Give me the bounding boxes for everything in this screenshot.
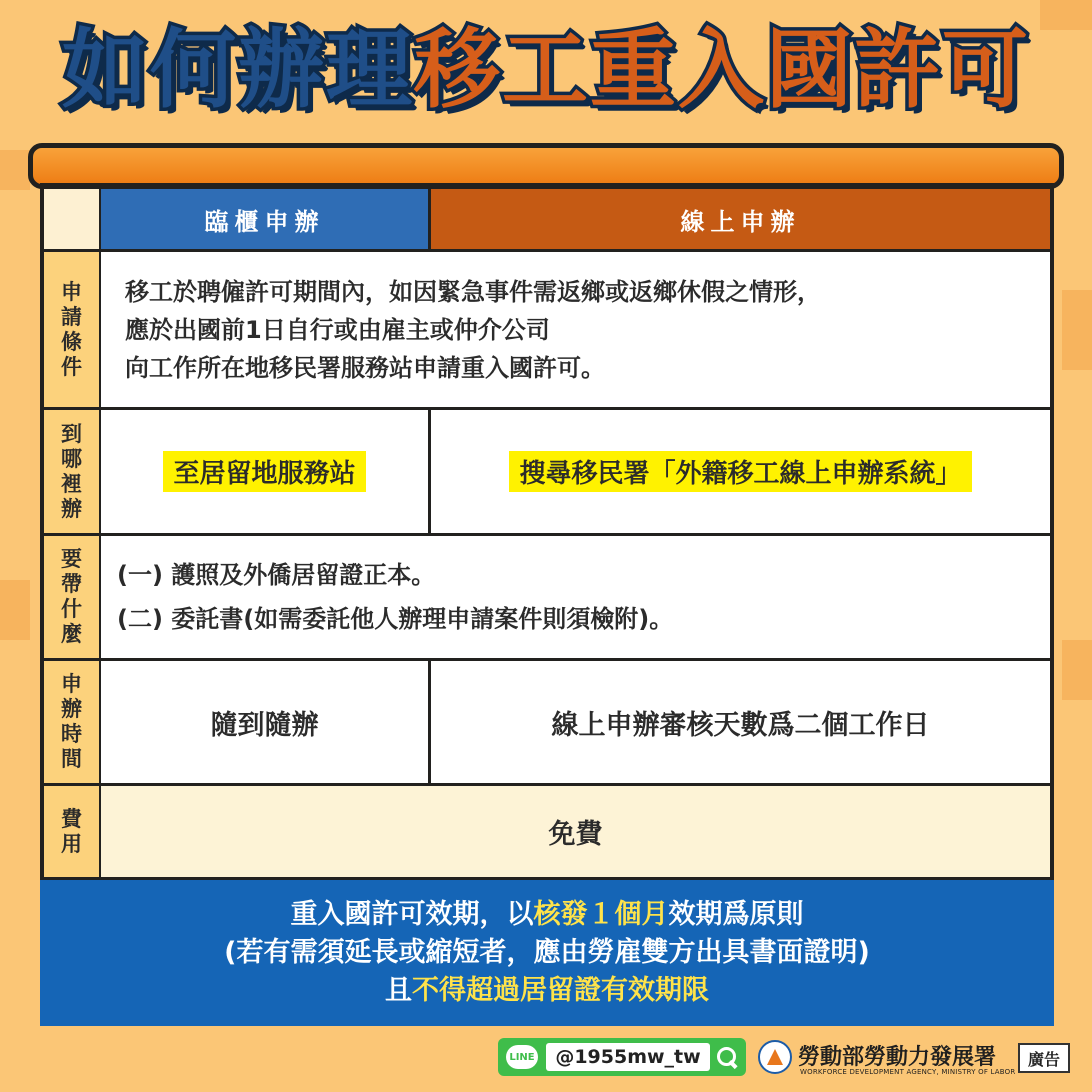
fee-value: 免費	[101, 786, 1050, 877]
agency-logo-icon	[758, 1040, 792, 1074]
where-counter-cell	[101, 410, 428, 533]
agency-name: 勞動部勞動力發展署	[798, 1045, 997, 1070]
where-online: 搜尋移民署「外籍移工線上申辦系統」	[509, 451, 971, 492]
bring-item: (一) 護照及外僑居留證正本。	[117, 561, 436, 589]
line-handle: @1955mw_tw	[546, 1043, 710, 1071]
validity-line-2: (若有需須延長或縮短者，應由勞雇雙方出具書面證明)	[224, 937, 870, 968]
row-label-time: 申辦時間	[44, 661, 99, 783]
page-title	[0, 14, 1092, 126]
bg-decoration	[1062, 640, 1092, 700]
bg-decoration	[1062, 290, 1092, 370]
bring-list	[101, 536, 1050, 658]
bring-item: (二) 委託書(如需委託他人辦理申請案件則須檢附)。	[117, 605, 674, 633]
where-counter: 至居留地服務站	[163, 451, 365, 492]
validity-limit-highlight: 不得超過居留證有效期限	[412, 975, 709, 1006]
row-label-conditions: 申請條件	[44, 252, 99, 407]
validity-line-3: 且不得超過居留證有效期限	[385, 975, 709, 1006]
conditions-line: 應於出國前1日自行或由雇主或仲介公司	[125, 315, 550, 344]
info-table	[40, 183, 1054, 1026]
search-icon[interactable]	[716, 1046, 738, 1068]
header-online: 線上申辦	[431, 189, 1050, 249]
line-account[interactable]	[498, 1038, 746, 1076]
agency-english-name: WORKFORCE DEVELOPMENT AGENCY, MINISTRY OF LABOR	[800, 1068, 1016, 1076]
bg-decoration	[0, 150, 30, 190]
conditions-text	[101, 252, 1050, 407]
row-label-bring: 要帶什麼	[44, 536, 99, 658]
row-label-fee: 費用	[44, 786, 99, 877]
time-counter: 隨到隨辦	[101, 661, 428, 783]
header-corner	[44, 189, 99, 249]
validity-note	[40, 880, 1054, 1026]
time-online: 線上申辦審核天數爲二個工作日	[431, 661, 1050, 783]
title-part-1: 如何辦理	[62, 20, 414, 120]
validity-line-1: 重入國許可效期，以核發１個月效期爲原則	[290, 899, 804, 930]
ad-badge: 廣告	[1018, 1043, 1070, 1073]
line-icon: LINE	[506, 1045, 538, 1069]
conditions-line: 移工於聘僱許可期間內，如因緊急事件需返鄉或返鄉休假之情形，	[125, 277, 821, 306]
header-counter: 臨櫃申辦	[101, 189, 428, 249]
conditions-line: 向工作所在地移民署服務站申請重入國許可。	[125, 353, 605, 382]
where-online-cell	[431, 410, 1050, 533]
validity-highlight: 核發１個月	[533, 899, 669, 930]
bg-decoration	[0, 580, 30, 640]
row-label-where: 到哪裡辦	[44, 410, 99, 533]
title-part-2: 移工重入國許可	[414, 20, 1030, 120]
